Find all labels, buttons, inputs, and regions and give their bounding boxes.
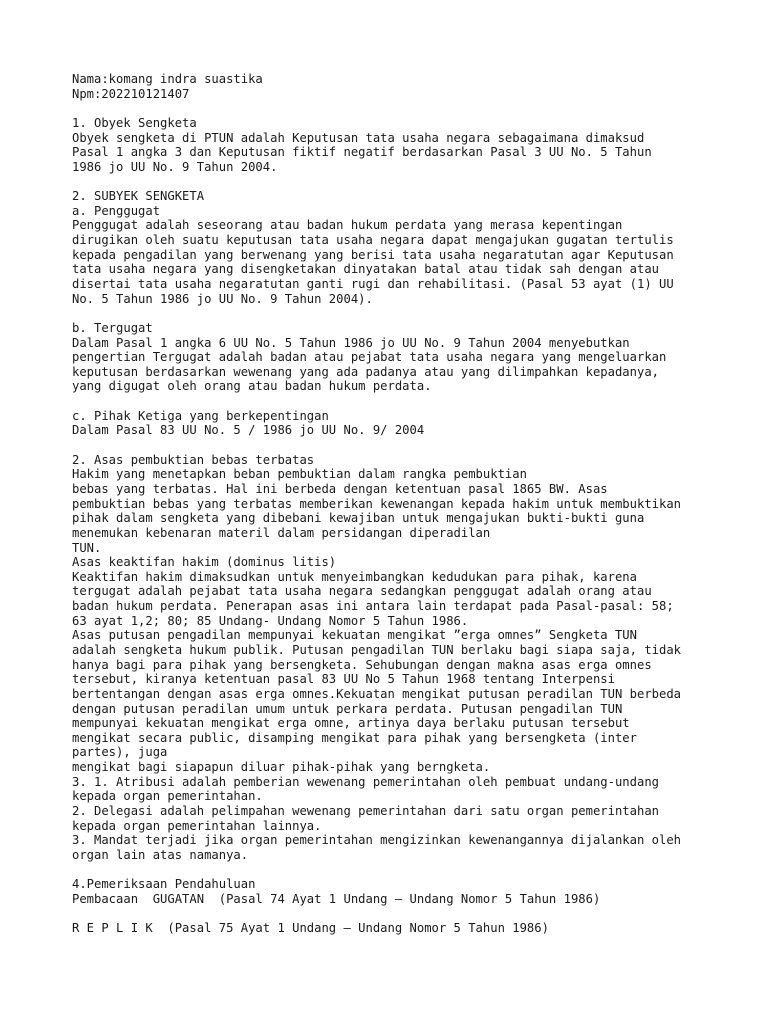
- text-line: 4.Pemeriksaan Pendahuluan: [72, 877, 256, 892]
- text-line: dengan putusan peradilan umum untuk perkara perdata. Putusan pengadilan TUN: [72, 701, 623, 716]
- text-line: Pembacaan GUGATAN (Pasal 74 Ayat 1 Undang – Undang Nomor 5 Tahun 1986): [72, 891, 601, 906]
- text-line: kepada pengadilan yang berwenang yang berisi tata usaha negaratutan agar Keputusan: [72, 247, 674, 262]
- text-line: 1986 jo UU No. 9 Tahun 2004.: [72, 159, 278, 174]
- text-line: bebas yang terbatas. Hal ini berbeda dengan ketentuan pasal 1865 BW. Asas: [72, 481, 608, 496]
- text-line: TUN.: [72, 540, 102, 555]
- text-line: Asas keaktifan hakim (dominus litis): [72, 555, 337, 570]
- text-line: Asas putusan pengadilan mempunyai kekuatan mengikat ”erga omnes” Sengketa TUN: [72, 628, 637, 643]
- text-line: disertai tata usaha negaratutan ganti rugi dan rehabilitasi. (Pasal 53 ayat (1) UU: [72, 276, 674, 291]
- text-line: Keaktifan hakim dimaksudkan untuk menyeimbangkan kedudukan para pihak, karena: [72, 569, 637, 584]
- text-line: Npm:202210121407: [72, 86, 190, 101]
- text-line: mengikat secara public, disamping mengikat para pihak yang bersengketa (inter: [72, 730, 637, 745]
- text-line: 63 ayat 1,2; 80; 85 Undang- Undang Nomor 5 Tahun 1986.: [72, 613, 469, 628]
- text-line: R E P L I K (Pasal 75 Ayat 1 Undang – Undang Nomor 5 Tahun 1986): [72, 921, 549, 936]
- text-line: 2. Asas pembuktian bebas terbatas: [72, 452, 315, 467]
- blank-line: [72, 438, 762, 453]
- text-line: pihak dalam sengketa yang dibebani kewajiban untuk mengajukan bukti-bukti guna: [72, 511, 645, 526]
- text-line: hanya bagi para pihak yang bersengketa. Sehubungan dengan makna asas erga omnes: [72, 657, 652, 672]
- document-page: [72, 72, 762, 936]
- text-line: kepada organ pemerintahan lainnya.: [72, 818, 322, 833]
- text-line: a. Penggugat: [72, 203, 161, 218]
- text-line: bertentangan dengan asas erga omnes.Kekuatan mengikat putusan peradilan TUN berbeda: [72, 686, 682, 701]
- text-line: yang digugat oleh orang atau badan hukum perdata.: [72, 379, 432, 394]
- blank-line: [72, 101, 762, 116]
- text-line: organ lain atas namanya.: [72, 847, 249, 862]
- text-line: tata usaha negara yang disengketakan dinyatakan batal atau tidak sah dengan atau: [72, 262, 659, 277]
- text-line: tergugat adalah pejabat tata usaha negara sedangkan penggugat adalah orang atau: [72, 584, 652, 599]
- text-line: mempunyai kekuatan mengikat erga omne, artinya daya berlaku putusan tersebut: [72, 716, 630, 731]
- text-line: 3. Mandat terjadi jika organ pemerintahan mengizinkan kewenangannya dijalankan oleh: [72, 833, 682, 848]
- text-line: dirugikan oleh suatu keputusan tata usaha negara dapat mengajukan gugatan tertulis: [72, 233, 674, 248]
- text-line: 3. 1. Atribusi adalah pemberian wewenang pemerintahan oleh pembuat undang-undang: [72, 774, 659, 789]
- text-line: c. Pihak Ketiga yang berkepentingan: [72, 408, 329, 423]
- text-line: partes), juga: [72, 745, 168, 760]
- text-line: Obyek sengketa di PTUN adalah Keputusan tata usaha negara sebagaimana dimaksud: [72, 130, 645, 145]
- text-line: Dalam Pasal 1 angka 6 UU No. 5 Tahun 1986 jo UU No. 9 Tahun 2004 menyebutkan: [72, 335, 630, 350]
- text-line: Penggugat adalah seseorang atau badan hukum perdata yang merasa kepentingan: [72, 218, 623, 233]
- text-line: 2. Delegasi adalah pelimpahan wewenang pemerintahan dari satu organ pemerintahan: [72, 804, 659, 819]
- text-line: Nama:komang indra suastika: [72, 72, 263, 86]
- text-line: No. 5 Tahun 1986 jo UU No. 9 Tahun 2004).: [72, 291, 373, 306]
- blank-line: [72, 394, 762, 409]
- text-line: Pasal 1 angka 3 dan Keputusan fiktif negatif berdasarkan Pasal 3 UU No. 5 Tahun: [72, 145, 652, 160]
- text-line: adalah sengketa hukum publik. Putusan pengadilan TUN berlaku bagi siapa saja, tidak: [72, 642, 682, 657]
- blank-line: [72, 174, 762, 189]
- text-line: kepada organ pemerintahan.: [72, 789, 263, 804]
- text-line: 2. SUBYEK SENGKETA: [72, 189, 205, 204]
- blank-line: [72, 306, 762, 321]
- text-line: b. Tergugat: [72, 320, 153, 335]
- blank-line: [72, 907, 762, 922]
- text-line: menemukan kebenaran materil dalam persidangan diperadilan: [72, 525, 491, 540]
- text-line: badan hukum perdata. Penerapan asas ini antara lain terdapat pada Pasal-pasal: 58;: [72, 599, 674, 614]
- blank-line: [72, 863, 762, 878]
- text-line: Hakim yang menetapkan beban pembuktian dalam rangka pembuktian: [72, 467, 527, 482]
- text-line: keputusan berdasarkan wewenang yang ada padanya atau yang dilimpahkan kepadanya,: [72, 364, 659, 379]
- text-line: pengertian Tergugat adalah badan atau pejabat tata usaha negara yang mengeluarkan: [72, 350, 667, 365]
- text-line: Dalam Pasal 83 UU No. 5 / 1986 jo UU No. 9/ 2004: [72, 423, 425, 438]
- text-line: tersebut, kiranya ketentuan pasal 83 UU No 5 Tahun 1968 tentang Interpensi: [72, 672, 615, 687]
- text-line: mengikat bagi siapapun diluar pihak-pihak yang berngketa.: [72, 760, 491, 775]
- text-line: pembuktian bebas yang terbatas memberikan kewenangan kepada hakim untuk membuktikan: [72, 496, 682, 511]
- text-line: 1. Obyek Sengketa: [72, 115, 197, 130]
